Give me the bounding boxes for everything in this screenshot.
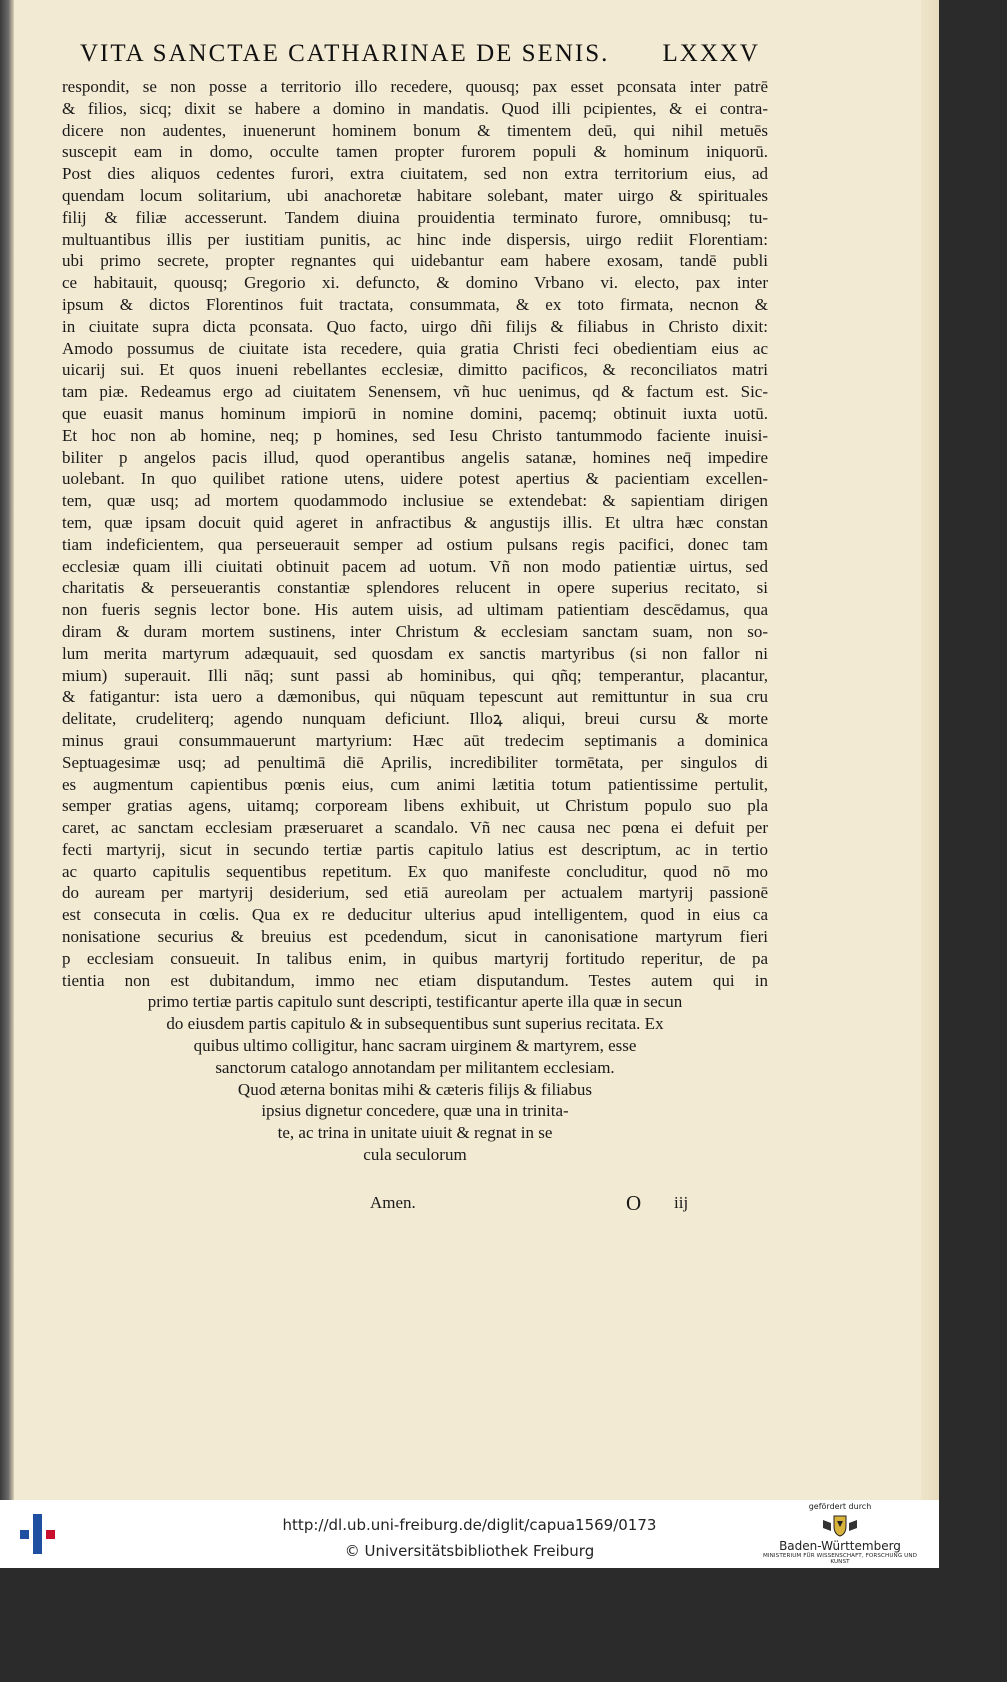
text-line: nonisatione securius & breuius est pcedendum, sicut in canonisatione martyrum fieri	[62, 927, 768, 947]
text-line: ac quarto capitulis sequentibus repetitum. Ex quo manifeste concluditur, quod nō mo	[62, 861, 768, 881]
text-line: Septuagesimæ usq; ad penultimā diē Aprilis, incredibiliter tormētata, per singulos di	[62, 752, 768, 772]
text-line: tientia non est dubitandum, immo nec etiam disputandum. Testes autem qui in	[62, 970, 768, 990]
text-line: do eiusdem partis capitulo & in subsequentibus sunt superius recitata. Ex	[166, 1014, 664, 1034]
text-line: te, ac trina in unitate uiuit & regnat in se	[277, 1123, 553, 1143]
text-line: semper gratias agens, uitamq; corpoream libens exhibuit, ut Christum populo suo pla	[62, 796, 768, 816]
amen-text: Amen.	[370, 1193, 416, 1212]
state-crest-icon	[820, 1514, 860, 1538]
text-line: uicarij sui. Et quos inueni rebellantes ecclesiæ, dimitto pacificos, & reconciliatos matri	[62, 360, 768, 380]
ornament-mark: O	[626, 1191, 642, 1215]
text-line: minus graui consummauerunt martyrium: Hæc aūt tredecim septimanis a dominica	[62, 730, 768, 750]
text-line: biliter p angelos pacis illud, quod operantibus angelis satanæ, homines neq̄ impedire	[62, 447, 768, 467]
text-line: est consecuta in cœlis. Qua ex re deducitur ulterius apud intelligentem, quod in eius ca	[62, 905, 768, 925]
sponsor-ministry: MINISTERIUM FÜR WISSENSCHAFT, FORSCHUNG UND KUNST	[762, 1553, 918, 1565]
text-line: ubi primo secrete, propter regnantes qui uidebantur eam habere exosam, tandē publi	[62, 251, 768, 271]
viewer-footer	[0, 1500, 939, 1568]
text-line: & fatigantur: ista uero a dæmonibus, qui nūquam tepescunt aut remittuntur in sua cru	[62, 687, 768, 707]
text-line: & filios, sicq; dixit se habere a domino in mandatis. Quod illi pcipientes, & ei contra-	[62, 98, 768, 118]
text-line: ipsum & dictos Florentinos fuit tractata, consummata, & ex toto firmata, necnon &	[62, 294, 768, 314]
sponsor-name: Baden-Württemberg	[779, 1539, 901, 1553]
text-line: respondit, se non posse a territorio illo recedere, quousq; pax esset pconsata inter patrē	[62, 77, 768, 96]
sponsor-label: gefördert durch	[808, 1502, 872, 1511]
running-title: VITA SANCTAE CATHARINAE DE SENIS.	[80, 40, 610, 67]
text-line: non fueris segnis lector bone. His autem uisis, ad ultimam patientiam descēdamus, qua	[62, 600, 768, 620]
text-line: suscepit eam in domo, occulte tamen propter furorem populi & hominum iniquorū.	[62, 142, 768, 162]
text-line: Amodo possumus de ciuitate ista recedere, quia gratia Christi feci obedientiam eius ac	[62, 338, 768, 358]
text-line: caret, ac sanctam ecclesiam præseruaret a scandalo. Vñ nec causa nec pœna ei defuit per	[62, 818, 768, 838]
text-line: mium) superauit. Illi nāq; sunt passi ab hominibus, qui qñq; temperantur, placantur,	[62, 665, 768, 685]
text-line: diram & duram mortem sustinens, inter Christum & ecclesiam sanctam suam, non so-	[62, 621, 768, 641]
text-line: multuantibus illis per iustitiam punitis, ac hinc inde dispersis, uirgo rediit Florentiam:	[62, 229, 768, 249]
text-line: filij & filiæ accesserunt. Tandem diuina prouidentia terminato furore, omnibusq; tu-	[62, 207, 768, 227]
text-line: tem, quæ ipsam docuit quid ageret in anfractibus & angustijs illis. Et ultra hæc constan	[62, 512, 768, 532]
text-line: uolebant. In quo quilibet ratione utens, uidere potest apertius & pacientiam excellen-	[62, 469, 768, 489]
text-line: primo tertiæ partis capitulo sunt descripti, testificantur aperte illa quæ in secun	[147, 992, 683, 1012]
text-line: Quod æterna bonitas mihi & cæteris filijs & filiabus	[237, 1079, 593, 1099]
text-line: Et hoc non ab homine, neq; p homines, sed Iesu Christo tantummodo faciente inuisi-	[62, 425, 768, 445]
text-line: Post dies aliquos cedentes furori, extra ciuitatem, sed non extra territorium eius, ad	[62, 164, 768, 184]
text-line: es augmentum capientibus pœnis eius, cum animi lætitia totum patientissime pertulit,	[62, 774, 768, 794]
text-line: que euasit manus hominum impiorū in nomine domini, pacemq; obtinuit iuxta uotū.	[62, 403, 768, 423]
text-line: in ciuitate supra dicta pconsata. Quo facto, uirgo dñi filijs & filiabus in Christo dixit:	[62, 316, 768, 336]
text-line: delitate, crudeliterq; agendo nunquam deficiunt. Illoꝝ aliqui, breui cursu & morte	[62, 709, 768, 729]
page-gutter-shadow	[0, 0, 14, 1500]
copyright-notice: © Universitätsbibliothek Freiburg	[344, 1542, 595, 1560]
text-line: cula seculorum	[363, 1145, 467, 1165]
text-line: tam piæ. Redeamus ergo ad ciuitatem Senensem, vñ huc uenimus, qd & factum est. Sic-	[62, 382, 768, 402]
text-line: ce habitauit, quousq; Gregorio xi. defuncto, & domino Vrbano vi. electo, pax inter	[62, 273, 768, 293]
text-line: p ecclesiam consueuit. In talibus enim, in quibus martyrij fortitudo reperitur, de pa	[62, 948, 768, 968]
body-text-block	[62, 76, 768, 1166]
page-fore-edge	[921, 0, 939, 1500]
text-line: ipsius dignetur concedere, quæ una in trinita-	[261, 1101, 569, 1121]
text-line: do auream per martyrij desiderium, sed etiā aureolam per actualem martyrij passionē	[62, 883, 768, 903]
text-line: tiam indeficientem, qua perseuerauit semper ad ostium pulsans regis pacifici, donec tam	[62, 534, 768, 554]
signature-mark: iij	[674, 1193, 689, 1212]
text-line: sanctorum catalogo annotandam per militantem ecclesiam.	[215, 1057, 615, 1077]
permalink-url[interactable]: http://dl.ub.uni-freiburg.de/diglit/capua1569/0173	[282, 1516, 657, 1534]
folio-number: LXXXV	[662, 40, 760, 67]
text-line: quibus ultimo colligitur, hanc sacram uirginem & martyrem, esse	[193, 1036, 637, 1056]
closing-line	[370, 1193, 710, 1213]
text-line: charitatis & perseuerantis constantiæ splendores relucent in opere superius recitato, si	[62, 578, 768, 598]
running-header	[80, 40, 760, 68]
text-line: ecclesiæ quam illi ciuitati obtinuit pacem ad uotum. Vñ non modo patientiæ uirtus, sed	[62, 556, 768, 576]
text-line: quendam locum solitarium, ubi anachoretæ habitare solebant, mater uirgo & spirituales	[62, 185, 768, 205]
text-line: dicere non audentes, inuenerunt hominem bonum & timentem deū, qui nihil metuēs	[62, 120, 768, 140]
text-line: fecti martyrij, sicut in secundo tertiæ partis capitulo latius est descriptum, ac in tertio	[62, 839, 768, 859]
text-line: lum merita martyrum adæquauit, sed quosdam ex sanctis martyribus (si non fallor ni	[62, 643, 768, 663]
sponsor-block	[755, 1502, 925, 1565]
text-line: tem, quæ usq; ad mortem quodammodo inclusiue se extendebat: & sapientiam dirigen	[62, 491, 768, 511]
